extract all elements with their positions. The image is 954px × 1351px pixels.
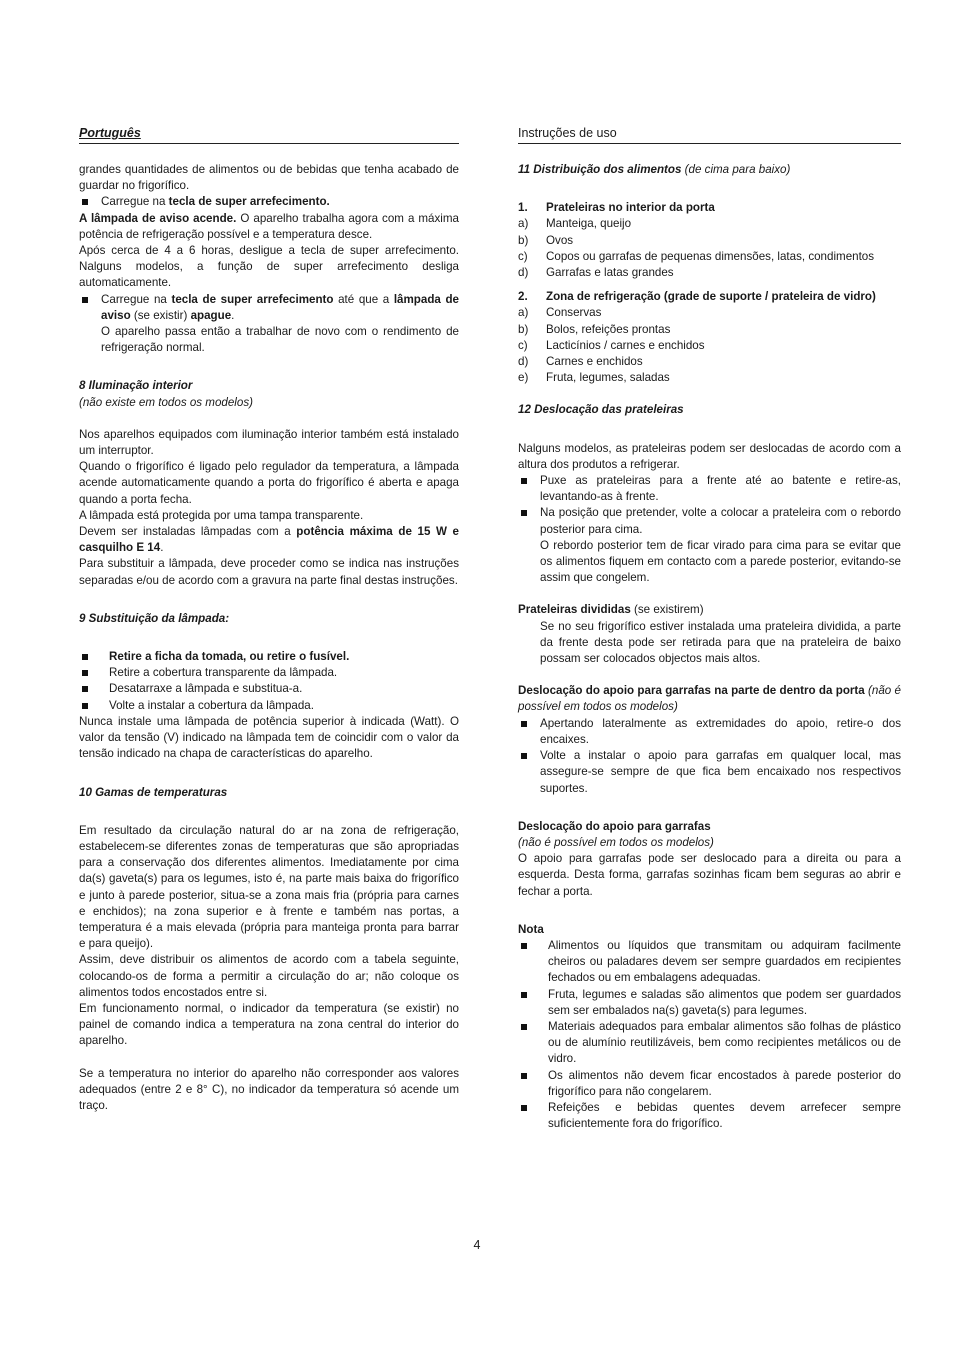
section-title: 9 Substituição da lâmpada: — [79, 611, 230, 625]
paragraph: Quando o frigorífico é ligado pelo regulador da temperatura, a lâmpada acende automaticamente quando a porta do frigorífico é aberta e apaga quando a porta fecha. — [79, 460, 459, 506]
list-item: Alimentos ou líquidos que transmitam ou adquiram facilmente cheiros ou paladares devem ser sempre guardados em recipientes fechados ou em embalagens adequadas. — [518, 938, 901, 987]
bullet-list — [79, 649, 459, 714]
section-title: 12 Deslocação das prateleiras — [518, 403, 684, 417]
subsection-title: Prateleiras divididas (se existirem) — [518, 603, 704, 617]
subsection-title: Deslocação do apoio para garrafas na parte de dentro da porta (não é possível em todos os modelos) — [518, 684, 901, 714]
list-item: d) Garrafas e latas grandes — [518, 266, 674, 280]
section-title: 10 Gamas de temperaturas — [79, 785, 228, 799]
list-item: c) Lacticínios / carnes e enchidos — [518, 338, 705, 352]
paragraph: Assim, deve distribuir os alimentos de acordo com a tabela seguinte, colocando-os de forma a permitir a circulação do ar; não coloque os alimentos todos encostados entre si. — [79, 953, 459, 999]
section-title: 8 Iluminação interior — [79, 379, 193, 393]
subsection-subtitle: (não é possível em todos os modelos) — [518, 835, 714, 849]
paragraph: A lâmpada de aviso acende. O aparelho trabalha agora com a máxima potência de refrigeração possível e a temperatura desce. — [79, 211, 459, 241]
group-heading: 1. Prateleiras no interior da porta — [518, 201, 715, 215]
paragraph: Após cerca de 4 a 6 horas, desligue a tecla de super arrefecimento. Nalguns modelos, a função de super arrefecimento desliga automaticamente. — [79, 244, 459, 290]
right-column — [518, 126, 901, 1132]
list-item: Apertando lateralmente as extremidades do apoio, retire-o dos encaixes. — [518, 716, 901, 748]
section-subtitle: (não existe em todos os modelos) — [79, 395, 253, 409]
list-item: Os alimentos não devem ficar encostados à parede posterior do frigorífico para não congelarem. — [518, 1068, 901, 1100]
list-item: a) Manteiga, queijo — [518, 217, 632, 231]
list-item: Carregue na tecla de super arrefecimento. — [79, 194, 459, 210]
subsection-title: Deslocação do apoio para garrafas — [518, 819, 711, 833]
paragraph: Em resultado da circulação natural do ar na zona de refrigeração, estabelecem-se diferentes zonas de temperaturas que são apropriadas para a conservação dos diferentes alimentos. Imediatamente por cima da(s) gaveta(s) para os legumes, isto é, na parte mais baixa do frigorífico e junto à parede posterior, situa-se a zona mais fria (própria para carnes e enchidos); na zona superior e à frente e também nas portas, a temperatura é a mais elevada (própria para manteiga pronta para barrar e para queijo). — [79, 823, 459, 951]
paragraph: O aparelho passa então a trabalhar de novo com o rendimento de refrigeração normal. — [101, 325, 459, 355]
paragraph: Se no seu frigorífico estiver instalada uma prateleira dividida, a parte da frente desta pode ser retirada para que na prateleira de baixo possam ser colocados objectos mais altos. — [540, 619, 901, 666]
paragraph: Nunca instale uma lâmpada de potência superior à indicada (Watt). O valor da tensão (V) indicado na lâmpada tem de coincidir com o valor da tensão indicado na chapa de características do aparelho. — [79, 714, 459, 761]
list-item: Volte a instalar o apoio para garrafas em qualquer local, mas assegure-se sempre de que fica bem encaixado nos respectivos suportes. — [518, 748, 901, 797]
left-column — [79, 126, 459, 1114]
paragraph: Para substituir a lâmpada, deve proceder como se indica nas instruções separadas e/ou de acordo com a gravura na parte final destas instruções. — [79, 557, 459, 587]
list-item: Carregue na tecla de super arrefecimento até que a lâmpada de aviso (se existir) apague. — [79, 292, 459, 324]
paragraph: Nalguns modelos, as prateleiras podem ser deslocadas de acordo com a altura dos produtos a refrigerar. — [518, 441, 901, 471]
list-item: b) Ovos — [518, 233, 574, 247]
paragraph: grandes quantidades de alimentos ou de bebidas que tenha acabado de guardar no frigorífico. — [79, 163, 459, 193]
bullet-list — [518, 473, 901, 538]
paragraph: Devem ser instaladas lâmpadas com a potência máxima de 15 W e casquilho E 14. — [79, 525, 459, 555]
bullet-list — [79, 292, 459, 324]
group-2-list — [518, 305, 901, 386]
list-item: Retire a cobertura transparente da lâmpada. — [79, 665, 459, 681]
paragraph: Nos aparelhos equipados com iluminação interior também está instalado um interruptor. — [79, 427, 459, 458]
list-item: Retire a ficha da tomada, ou retire o fusível. — [79, 649, 459, 665]
list-item: Fruta, legumes e saladas são alimentos que podem ser guardados sem ser embalados na(s) gaveta(s) para legumes. — [518, 987, 901, 1019]
paragraph: O rebordo posterior tem de ficar virado para cima para se evitar que os alimentos fiquem em contacto com a parede posterior, evitando-se assim que congelem. — [540, 538, 901, 585]
document-header: Instruções de uso — [518, 126, 901, 144]
group-heading: 2. Zona de refrigeração (grade de suporte / prateleira de vidro) — [518, 290, 876, 304]
note-list — [518, 938, 901, 1132]
paragraph: A lâmpada está protegida por uma tampa transparente. — [79, 508, 364, 522]
list-item: e) Fruta, legumes, saladas — [518, 371, 670, 385]
page-number: 4 — [473, 1238, 481, 1252]
paragraph: O apoio para garrafas pode ser deslocado para a direita ou para a esquerda. Desta forma, garrafas sozinhas ficam bem seguras ao abrir e fechar a porta. — [518, 852, 901, 898]
group-1-list — [518, 216, 901, 281]
language-header: Português — [79, 126, 459, 144]
list-item: Puxe as prateleiras para a frente até ao batente e retire-as, levantando-as à frente. — [518, 473, 901, 505]
paragraph: Se a temperatura no interior do aparelho não corresponder aos valores adequados (entre 2 e 8° C), no indicador da temperatura só acende um traço. — [79, 1066, 459, 1112]
list-item: Desatarraxe a lâmpada e substitua-a. — [79, 681, 459, 697]
list-item: c) Copos ou garrafas de pequenas dimensões, latas, condimentos — [518, 249, 875, 263]
list-item: Volte a instalar a cobertura da lâmpada. — [79, 698, 459, 714]
list-item: Refeições e bebidas quentes devem arrefecer sempre suficientemente fora do frigorífico. — [518, 1100, 901, 1132]
list-item: Na posição que pretender, volte a colocar a prateleira com o rebordo posterior para cima. — [518, 505, 901, 537]
list-item: Materiais adequados para embalar alimentos são folhas de plástico ou de alumínio reutilizáveis, bem como recipientes metálicos ou de vidro. — [518, 1019, 901, 1068]
list-item: a) Conservas — [518, 306, 602, 320]
list-item: d) Carnes e enchidos — [518, 355, 643, 369]
bullet-list — [518, 716, 901, 797]
bullet-list — [79, 194, 459, 210]
list-item: b) Bolos, refeições prontas — [518, 322, 671, 336]
note-title: Nota — [518, 922, 544, 936]
paragraph: Em funcionamento normal, o indicador da temperatura (se existir) no painel de comando indica a temperatura na zona central do interior do aparelho. — [79, 1001, 459, 1048]
section-title-line: 11 Distribuição dos alimentos (de cima para baixo) — [518, 163, 791, 176]
